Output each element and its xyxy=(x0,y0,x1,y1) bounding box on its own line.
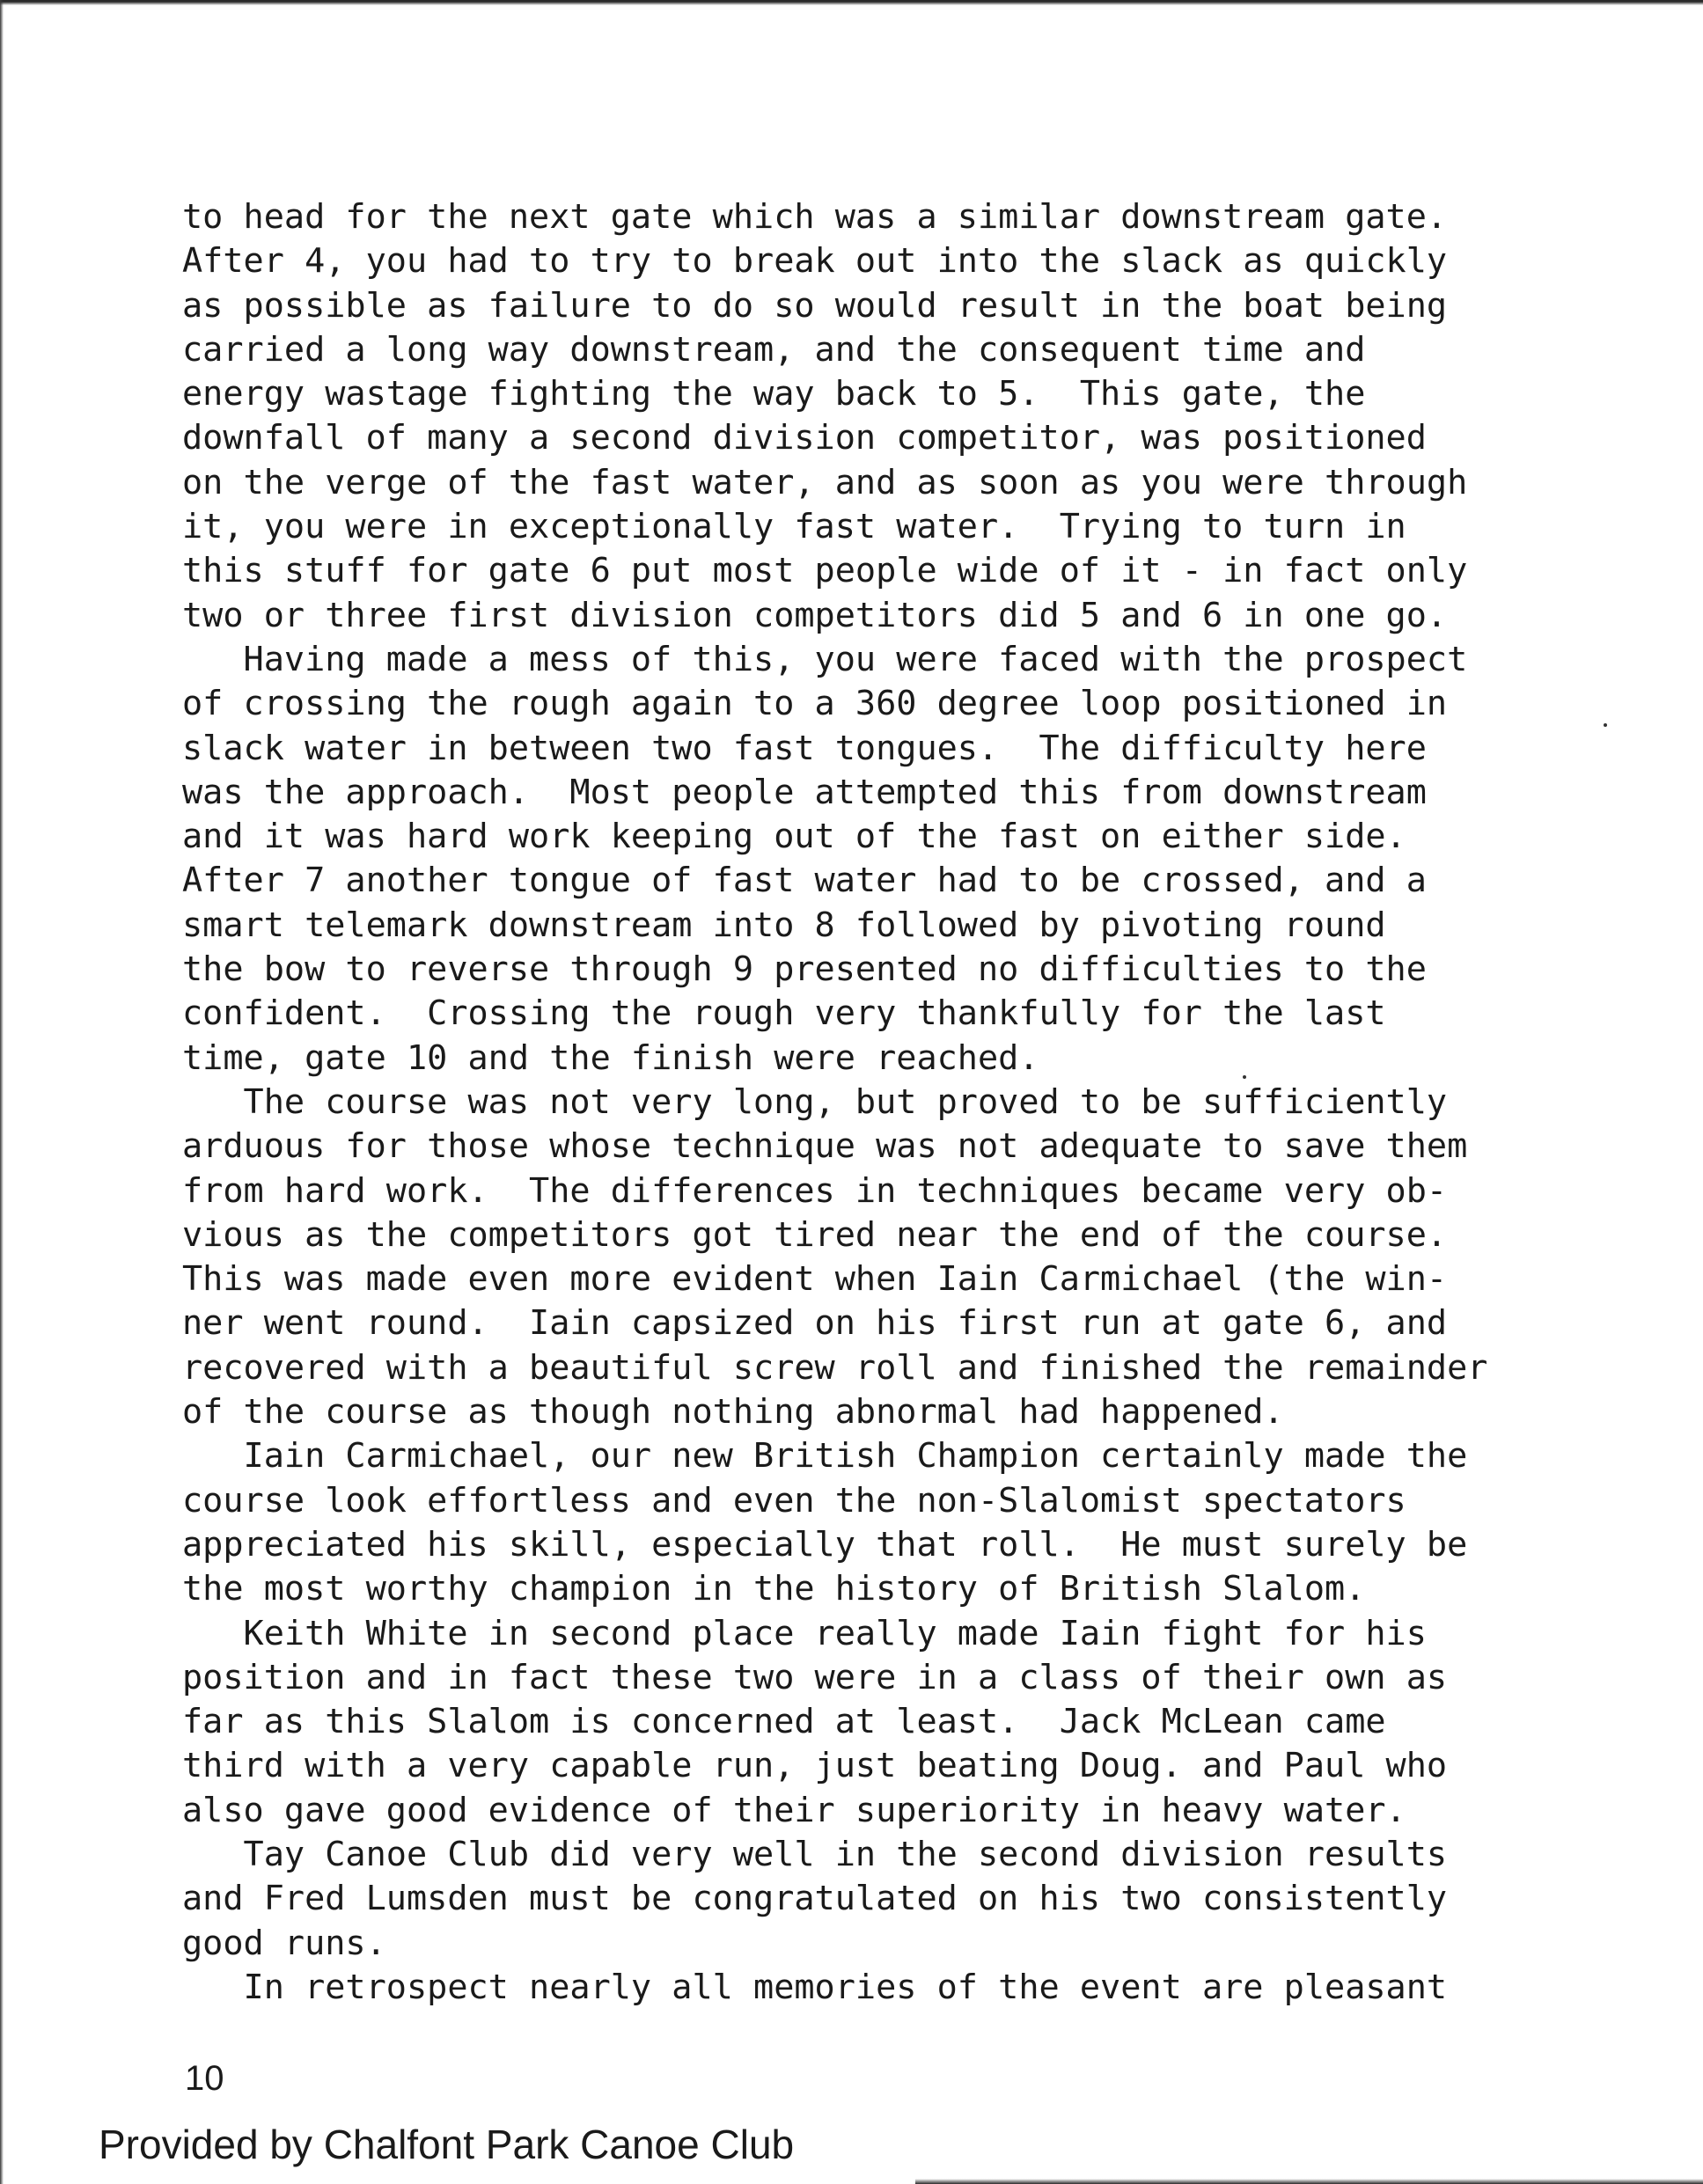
text-line: far as this Slalom is concerned at least. Jack McLean came xyxy=(182,1702,1386,1742)
text-line: good runs. xyxy=(182,1923,386,1963)
text-line: Having made a mess of this, you were faced with the prospect xyxy=(182,639,1468,679)
page-number: 10 xyxy=(185,2059,224,2098)
scan-speck xyxy=(1243,1075,1246,1079)
text-line: ner went round. Iain capsized on his first run at gate 6, and xyxy=(182,1303,1448,1344)
body-text xyxy=(182,195,1626,2010)
text-line: as possible as failure to do so would result in the boat being xyxy=(182,285,1448,326)
text-line: the most worthy champion in the history of British Slalom. xyxy=(182,1569,1366,1609)
scan-edge-top xyxy=(0,0,1703,5)
text-line: Iain Carmichael, our new British Champion certainly made the xyxy=(182,1436,1468,1477)
text-line: it, you were in exceptionally fast water. Trying to turn in xyxy=(182,507,1406,547)
text-line: and it was hard work keeping out of the fast on either side. xyxy=(182,817,1406,857)
text-line: appreciated his skill, especially that roll. He must surely be xyxy=(182,1524,1468,1565)
text-line: In retrospect nearly all memories of the event are pleasant xyxy=(182,1967,1448,2007)
text-line: was the approach. Most people attempted this from downstream xyxy=(182,772,1427,812)
text-line: The course was not very long, but proved to be sufficiently xyxy=(182,1081,1448,1122)
scan-speck xyxy=(1604,723,1607,727)
scan-edge-left xyxy=(0,0,4,2184)
text-line: Keith White in second place really made Iain fight for his xyxy=(182,1613,1427,1653)
text-line: of crossing the rough again to a 360 degree loop positioned in xyxy=(182,684,1448,724)
scan-edge-bottom xyxy=(915,2179,1703,2184)
text-line: to head for the next gate which was a similar downstream gate. xyxy=(182,197,1448,237)
text-line: Tay Canoe Club did very well in the second division results xyxy=(182,1834,1448,1874)
text-line: course look effortless and even the non-Slalomist spectators xyxy=(182,1480,1406,1521)
text-line: slack water in between two fast tongues. The difficulty here xyxy=(182,728,1427,768)
text-line: downfall of many a second division competitor, was positioned xyxy=(182,418,1427,458)
footer-credit: Provided by Chalfont Park Canoe Club xyxy=(99,2122,795,2167)
text-line: smart telemark downstream into 8 followed by pivoting round xyxy=(182,905,1386,945)
text-line: this stuff for gate 6 put most people wide of it - in fact only xyxy=(182,551,1468,591)
text-line: energy wastage fighting the way back to 5. This gate, the xyxy=(182,374,1366,414)
text-line: on the verge of the fast water, and as soon as you were through xyxy=(182,462,1468,502)
text-line: vious as the competitors got tired near the end of the course. xyxy=(182,1214,1448,1255)
text-line: the bow to reverse through 9 presented no difficulties to the xyxy=(182,949,1427,990)
text-line: and Fred Lumsden must be congratulated on his two consistently xyxy=(182,1879,1448,1919)
text-line: After 7 another tongue of fast water had to be crossed, and a xyxy=(182,861,1427,901)
text-line: of the course as though nothing abnormal had happened. xyxy=(182,1392,1284,1433)
text-line: confident. Crossing the rough very thankfully for the last xyxy=(182,993,1386,1034)
text-line: third with a very capable run, just beating Doug. and Paul who xyxy=(182,1746,1448,1786)
text-line: recovered with a beautiful screw roll and finished the remainder xyxy=(182,1347,1488,1388)
text-line: carried a long way downstream, and the consequent time and xyxy=(182,329,1366,370)
text-line: from hard work. The differences in techniques became very ob- xyxy=(182,1170,1448,1211)
text-line: position and in fact these two were in a class of their own as xyxy=(182,1657,1448,1697)
text-line: two or three first division competitors did 5 and 6 in one go. xyxy=(182,595,1448,635)
text-line: This was made even more evident when Iain Carmichael (the win- xyxy=(182,1259,1448,1300)
text-line: arduous for those whose technique was not adequate to save them xyxy=(182,1126,1468,1167)
text-line: also gave good evidence of their superiority in heavy water. xyxy=(182,1790,1406,1830)
text-line: After 4, you had to try to break out into the slack as quickly xyxy=(182,241,1448,282)
text-line: time, gate 10 and the finish were reached. xyxy=(182,1037,1039,1078)
